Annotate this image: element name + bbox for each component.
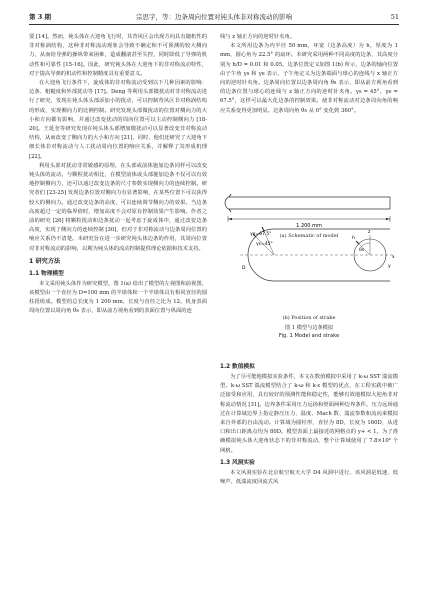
subfigure-a-label: (a) Schematic of model	[279, 233, 339, 239]
z-axis-label: z	[368, 230, 371, 235]
h-label: h	[352, 236, 355, 241]
x-axis-label: x	[392, 255, 395, 260]
paragraph: 要 [14]。然而，钝头体在大迎角飞行时，其背风区会出现方向具有随机性的非对称涡结构，这种非对称流动现象会导致不确定和不可预测的较大侧向力，从而给导弹的操纵带来困难，造成翻滚甚至失控，同时降低了导弹的机动性和可靠性 [15-16]。因此，研究钝头体在大迎角下的非对称流动特性，对于提高导弹的机动性和控制精度具有重要意义。	[29, 34, 207, 77]
issue-label: 第 3 期	[29, 13, 52, 21]
subfigure-b-label: (b) Position of strake	[282, 315, 336, 321]
right-column-bottom	[220, 360, 398, 487]
paragraph: 本文风洞实验在北京航空航天大学 D4 风洞中进行，该风洞是低速、低噪声、低湍流度回流式风	[220, 469, 398, 486]
paragraph: 本文所用边条为内半径 50 mm，环宽（边条高度）为 h，厚度为 1 mm，圆心角为 22.5° 的扇环。本研究采用两种不同高度的边条，其高度分别为 h/D = 0.01 和 0.05。边条位置定义如图 1(b) 所示，边条的轴向位置由子午角 γs 和 γe 表示，子午角定义为边条端面与球心的连线与 x 轴正方向的逆时针夹角。边条周向位置以边条周向角 θs 表示，即从前方视角看到的边条位置与球心的连线与 z 轴正方向的逆时针夹角。γs = 45°，γe = 67.5°，这样可以最大化边条的控制效果。使非对称流动对边条周向角的响应关系变得更加明显。边条周向角 θs 从 0° 变化到 360°。	[220, 43, 398, 114]
paragraph: 线与 z 轴正方向的逆时针夹角。	[220, 34, 296, 40]
running-header	[29, 10, 399, 25]
model-schematic	[220, 185, 398, 315]
page-number: 51	[390, 13, 399, 21]
figure-1	[220, 185, 398, 350]
subsection-heading: 1.3 风洞实验	[220, 459, 255, 466]
left-column	[29, 33, 207, 317]
y-axis-label: y	[388, 264, 391, 269]
right-column-top	[220, 33, 398, 116]
paragraph: 本文采用钝头体作为研究模型，图 1(a) 给出了模型的左视图和前视图，该模型由一个直径为 D=100 mm 的半球体和一个半球体具有相同直径的圆柱段组成。模型的总长度为 1 200 mm，长度与直径之比为 12。机身表面周向位置以周向角 θs 表示，即从前方视角看到的表面位置与纵面的连	[29, 280, 207, 315]
theta-label: θs	[359, 248, 365, 253]
length-dimension: 1 200 mm	[296, 223, 322, 229]
paragraph: 在大迎角飞行条件下，旋成体的非对称流动受到以下几种因素的影响：边条、粗糙度和外部扰动等 [17]。Deng 等利用头部微扰动对非对称流动进行了研究，发现在钝头体头部添加小的扰动，可以控制背风区非对称涡结构的形成，实现侧向力的比例控制。研究发现头部微扰动的位置对侧向力的大小和方向都有影响，并通过改变扰动的周向位置可以主动控制侧向力 [18-20]。王延奎等研究发现在钝头体头部增加微扰动可以显著改变非对称流动结构，从而改变了侧向力的大小和方向 [21]，同时，他们还研究了大迎角下细长体非对称流动与人工扰动周向位置的响应关系，并解释了其形成机理 [22]。	[29, 80, 207, 160]
paragraph: 为了尽可能地模拟实验条件，本文在数值模拟中采用了 k-ω SST 湍流模型。k-ω SST 湍流模型结合了 k-ω 和 k-ε 模型的优点，在工程实践中被广泛接受和应用，具有较好的预测性能和稳定性，能够有效地模拟大迎角非对称流动情况 [31]。边界条件采用压力远场和壁面两种边界条件。压力远场通过在计算域边界上指定静压压力、温度、Mach 数、湍流参数和流向来模拟来自外部的自由流动。计算域为圆柱形，直径为 8D，长度为 160D，从进口和出口距离点均为 80D。模型表面上最接近的网格点的 y+ < 1。为了准确模拟钝头体大迎角状态下的非对称流动，整个计算域使用了 7.8×10⁶ 个网格。	[220, 374, 398, 454]
figure-caption-en: Fig. 1 Model and strake	[278, 333, 340, 339]
gamma-e-label: γe=67.5°	[250, 232, 272, 237]
running-title: 宗思宇，等：边条周向位置对钝头体非对称流动的影响	[136, 13, 292, 21]
diameter-label: D	[242, 266, 246, 271]
figure-caption-cn: 图 1 模型与边条模拟	[284, 325, 334, 331]
subsection-heading: 1.1 物理模型	[29, 270, 64, 277]
section-heading: 1 研究方法	[29, 257, 61, 265]
gamma-s-label: γs=45°	[256, 242, 273, 247]
subsection-heading: 1.2 数值模拟	[220, 364, 255, 370]
paragraph: 利用头部对扰动非常敏感的原理，在头部或前体施加边条同样可以改变钝头体的流动。与颗粒扰动相比，在模型前体或头部施加边条不仅可以有效地控制侧向力，还可以通过改变边条的尺寸参数实现侧向力的连续控制。研究者们 [23-25] 发现边条位置对侧向力有显著影响，在某些位置下可以获得较大的侧向力。通过改变边条的高度，可以连续调节侧向力的效果。当边条高度超过一定的临界值时，增加高度不会对原有控制效果产生影响。作者之前的研究 [26] 将颗粒扰动和边条扰动一起考虑于旋成体中，通过改变边条高度，实现了侧向力的连续控制 [30]，但对于非对称流动与边条周向位置的响应关系仍不清楚。本研究旨在进一步研究钝头体边条的作用，其周向位置对非对称流动的影响，以期为钝头体的流动控制提供理论依据和技术支持。	[29, 162, 207, 252]
